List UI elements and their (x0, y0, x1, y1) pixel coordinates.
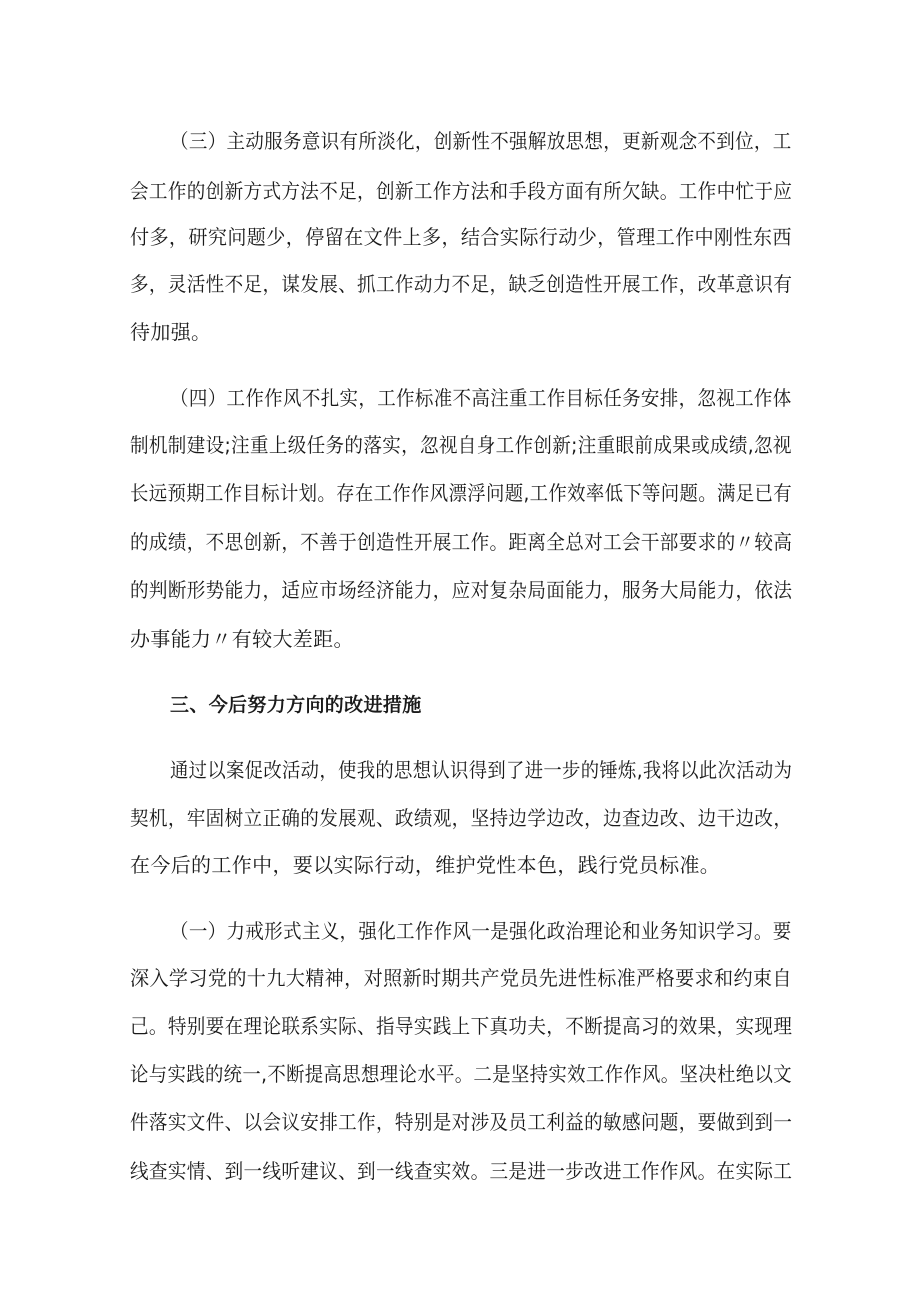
text-line: 付多，研究问题少，停留在文件上多，结合实际行动少，管理工作中刚性东西 (130, 225, 792, 249)
text-line: （一）力戒形式主义，强化工作作风一是强化政治理论和业务知识学习。要 (170, 919, 792, 943)
text-line: 办事能力〃有较大差距。 (130, 627, 354, 651)
text-line: 件落实文件、以会议安排工作，特别是对涉及员工利益的敏感问题，要做到到一 (130, 1110, 793, 1134)
text-line: 的成绩，不思创新，不善于创造性开展工作。距离全总对工会干部要求的〃较高 (130, 530, 793, 554)
text-line: 的判断形势能力，适应市场经济能力，应对复杂局面能力，服务大局能力，依法 (130, 578, 793, 602)
text-line: 论与实践的统一,不断提高思想理论水平。二是坚持实效工作作风。坚决杜绝以文 (130, 1062, 792, 1086)
text-line: （三）主动服务意识有所淡化，创新性不强解放思想，更新观念不到位，工 (170, 129, 792, 153)
text-line: 制机制建设;注重上级任务的落实，忽视自身工作创新;注重眼前成果或成绩,忽视 (130, 433, 792, 457)
text-line: 契机，牢固树立正确的发展观、政绩观，坚持边学边改，边查边改、边干边改， (130, 806, 793, 830)
text-line: 待加强。 (130, 320, 212, 344)
section-heading: 三、今后努力方向的改进措施 (170, 694, 422, 716)
text-line: 多，灵活性不足，谋发展、抓工作动力不足，缺乏创造性开展工作，改革意识有 (130, 272, 793, 296)
text-line: 深入学习党的十九大精神，对照新时期共产党员先进性标准严格要求和约束自 (130, 966, 792, 990)
text-line: 己。特别要在理论联系实际、指导实践上下真功夫，不断提高习的效果，实现理 (130, 1014, 793, 1038)
text-line: 会工作的创新方式方法不足，创新工作方法和手段方面有所欠缺。工作中忙于应 (130, 179, 793, 203)
text-line: 在今后的工作中，要以实际行动，维护党性本色，践行党员标准。 (130, 853, 721, 877)
text-line: 线查实情、到一线听建议、到一线查实效。三是进一步改进工作作风。在实际工 (130, 1159, 793, 1183)
text-line: （四）工作作风不扎实，工作标准不高注重工作目标任务安排，忽视工作体 (170, 386, 792, 410)
text-line: 通过以案促改活动，使我的思想认识得到了进一步的锤炼,我将以此次活动为 (170, 758, 793, 782)
text-line: 长远预期工作目标计划。存在工作作风漂浮问题,工作效率低下等问题。满足已有 (130, 481, 792, 505)
